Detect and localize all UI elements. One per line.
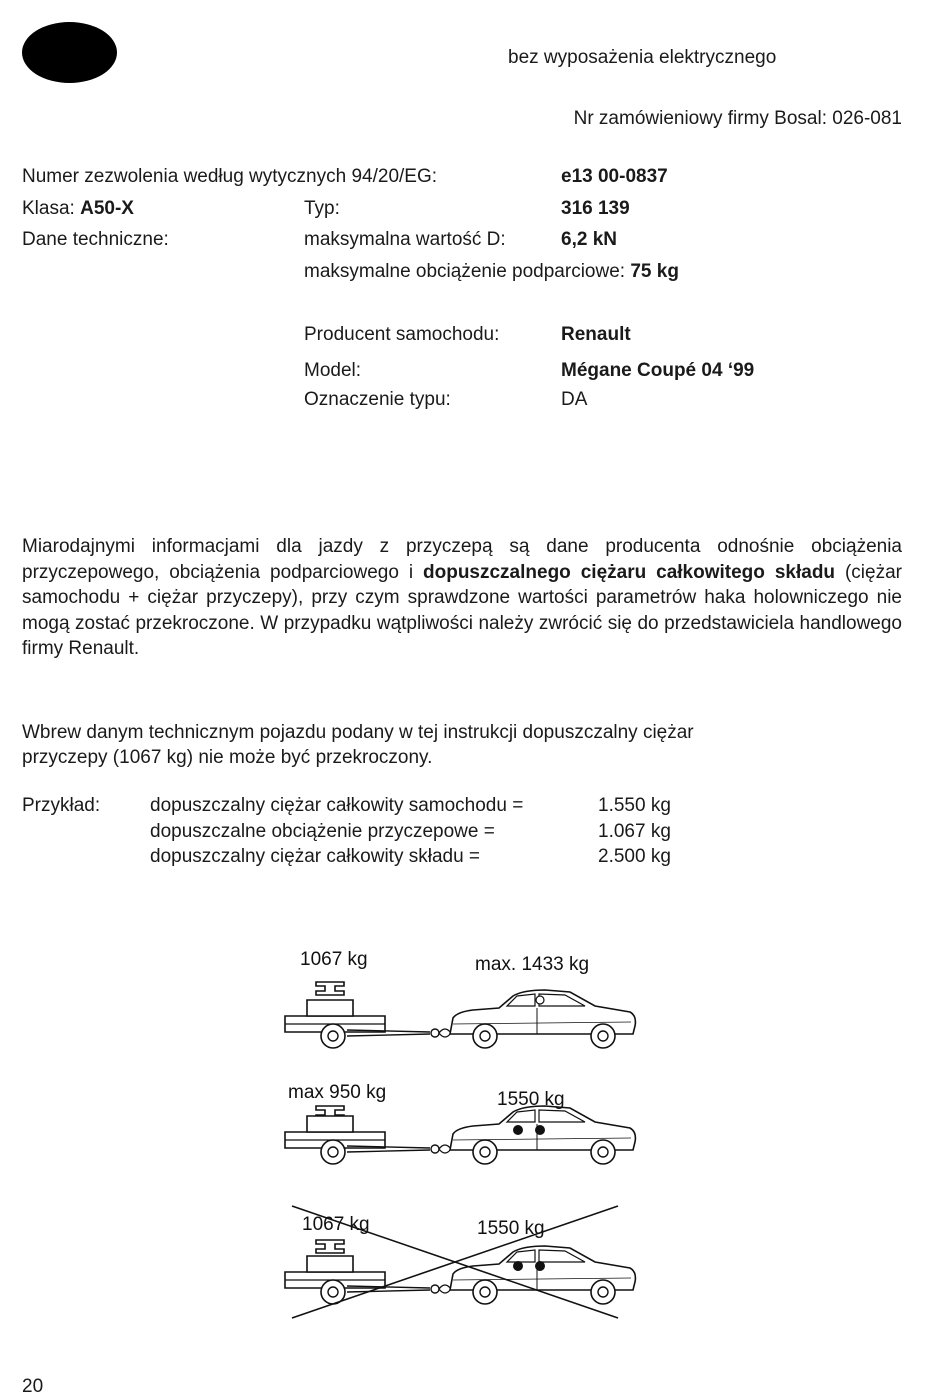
- info-paragraph-text-2: (ciężar samochodu + ciężar przyczepy), przy czym sprawdzone wartości parametrów haka holowniczego nie mogą zostać przekroczone. W przypadku wątpliwości należy zwrócić się do przedstawiciela handlowego firmy Renault.: [22, 561, 902, 659]
- scene-1-car-label: max. 1433 kg: [475, 954, 590, 975]
- scene-2-car-label: 1550 kg: [497, 1089, 565, 1110]
- scene-2-passenger-icon-1: [513, 1125, 523, 1135]
- scene-1-driver-icon: [536, 996, 544, 1004]
- d-value: 6,2 kN: [561, 229, 617, 250]
- example-label: Przykład:: [22, 795, 101, 816]
- class-label: Klasa:: [22, 198, 75, 219]
- order-number: Nr zamówieniowy firmy Bosal: 026-081: [573, 108, 902, 129]
- trailer-limit-line-1: Wbrew danym technicznym pojazdu podany w tej instrukcji dopuszczalny ciężar: [22, 722, 694, 743]
- scene-1-weight-icon: [316, 982, 344, 995]
- page-subtitle: bez wyposażenia elektrycznego: [508, 47, 777, 68]
- d-value-label: maksymalna wartość D:: [304, 229, 506, 250]
- example-row-1-text: dopuszczalny ciężar całkowity samochodu =: [150, 795, 524, 816]
- model-value: Mégane Coupé 04 ‘99: [561, 360, 755, 381]
- example-row-2-text: dopuszczalne obciążenie przyczepowe =: [150, 821, 495, 842]
- model-label: Model:: [304, 360, 362, 381]
- class-value: A50-X: [80, 198, 134, 219]
- page-number: 20: [22, 1376, 44, 1397]
- scene-2: [285, 1082, 635, 1164]
- scene-3-trailer-car-icon: [285, 1246, 635, 1304]
- support-load-label: maksymalne obciążenie podparciowe:: [304, 261, 626, 282]
- scene-1: [285, 949, 635, 1048]
- example-row-1-value: 1.550 kg: [598, 795, 671, 816]
- info-paragraph-bold: dopuszczalnego ciężaru całkowitego składu: [423, 561, 836, 583]
- info-paragraph-text-1: Miarodajnymi informacjami dla jazdy z przyczepą są dane producenta odnośnie obciążenia przyczepowego, obciążenia podparciowego i: [22, 536, 902, 583]
- trailer-limit-line-2: przyczepy (1067 kg) nie może być przekroczony.: [22, 747, 433, 768]
- type-value: 316 139: [561, 198, 630, 219]
- scene-3-car-label: 1550 kg: [477, 1218, 545, 1239]
- scene-3-passenger-icon-2: [535, 1261, 545, 1271]
- scene-1-trailer-label: 1067 kg: [300, 949, 368, 970]
- type-designation-value: DA: [561, 389, 588, 410]
- type-label: Typ:: [304, 198, 340, 219]
- scene-2-passenger-icon-2: [535, 1125, 545, 1135]
- scene-1-trailer-car-icon: [285, 990, 635, 1048]
- scene-3-passenger-icon-1: [513, 1261, 523, 1271]
- scene-2-trailer-label: max 950 kg: [288, 1082, 387, 1103]
- tech-data-label: Dane techniczne:: [22, 229, 169, 250]
- example-row-2-value: 1.067 kg: [598, 821, 671, 842]
- support-load-value: 75 kg: [630, 261, 679, 282]
- example-row-3-value: 2.500 kg: [598, 846, 671, 867]
- example-row-3-text: dopuszczalny ciężar całkowity składu =: [150, 846, 481, 867]
- scene-3-trailer-label: 1067 kg: [302, 1214, 370, 1235]
- car-maker-value: Renault: [561, 324, 631, 345]
- approval-value: e13 00-0837: [561, 166, 668, 187]
- type-designation-label: Oznaczenie typu:: [304, 389, 451, 410]
- scene-3-weight-icon: [316, 1240, 344, 1253]
- scene-3: [285, 1206, 635, 1318]
- car-maker-label: Producent samochodu:: [304, 324, 500, 345]
- approval-label: Numer zezwolenia według wytycznych 94/20/EG:: [22, 166, 438, 187]
